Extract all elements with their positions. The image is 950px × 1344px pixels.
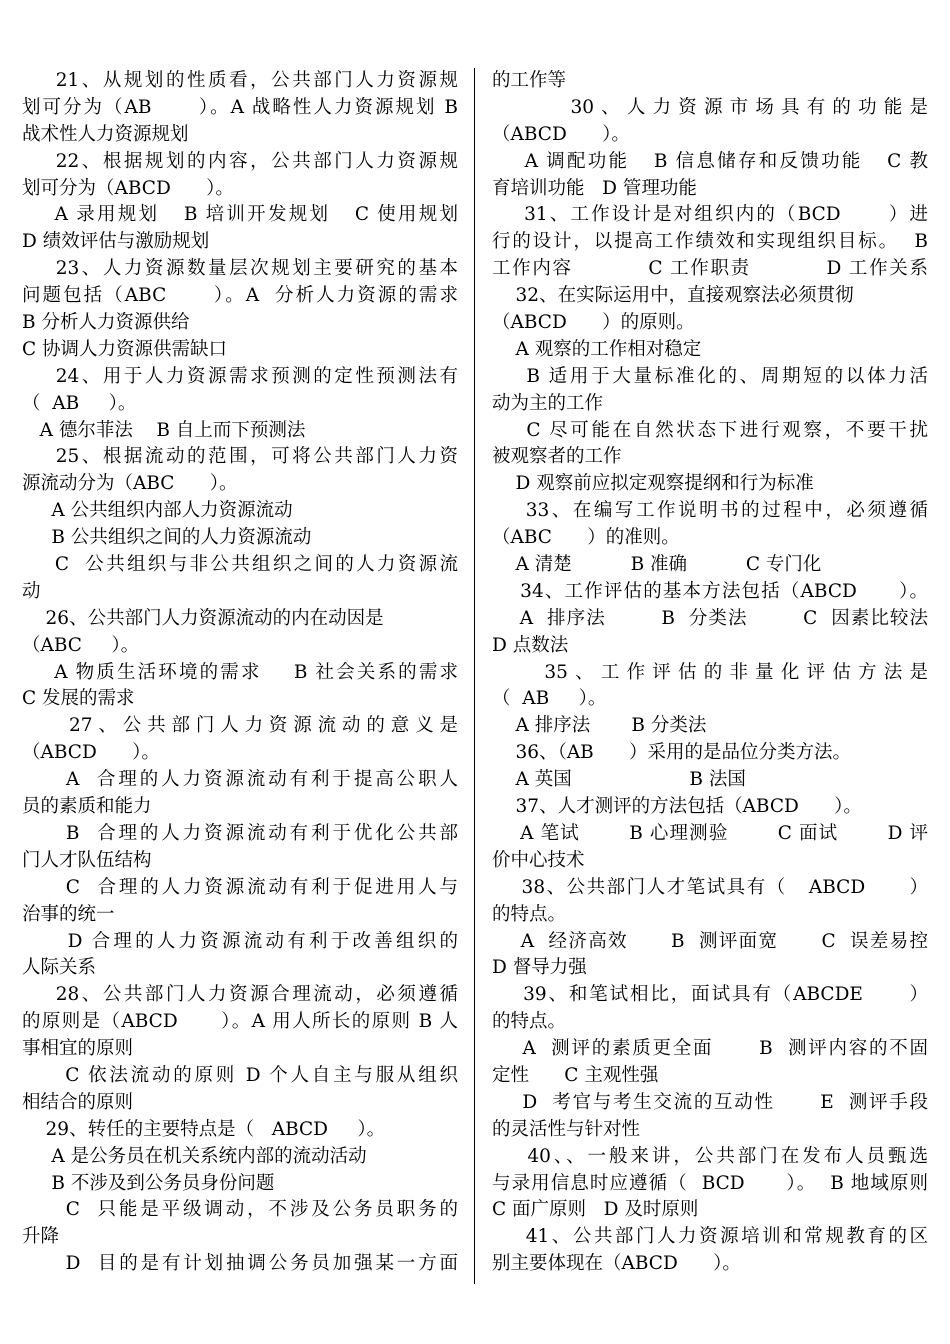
text-line: 育培训功能 D 管理功能 xyxy=(492,177,697,199)
text-line: A 排序法 B 分类法 C 因素比较法 xyxy=(492,607,928,629)
text-line: C 依法流动的原则 D 个人自主与服从组织 xyxy=(22,1064,458,1086)
text-line: B 合理的人力资源流动有利于优化公共部 xyxy=(22,822,458,844)
text-line: 升降 xyxy=(22,1226,60,1248)
text-line: 27、公共部门人力资源流动的意义是 xyxy=(22,715,458,737)
text-line: 36、（AB ）采用的是品位分类方法。 xyxy=(492,742,852,764)
text-line: 的特点。 xyxy=(492,1011,567,1033)
text-line: 25、根据流动的范围，可将公共部门人力资 xyxy=(22,446,458,468)
text-line: C 公共组织与非公共组织之间的人力资源流 xyxy=(22,554,458,576)
text-line: 26、公共部门人力资源流动的内在动因是 xyxy=(22,607,384,629)
text-line: C 发展的需求 xyxy=(22,688,135,710)
text-line: 价中心技术 xyxy=(492,849,585,871)
text-line: 37、人才测评的方法包括（ABCD ）。 xyxy=(492,796,862,818)
text-line: D 目的是有计划抽调公务员加强某一方面 xyxy=(22,1253,458,1275)
text-line: 战术性人力资源规划 xyxy=(22,123,189,145)
text-line: 的工作等 xyxy=(492,70,567,91)
text-line: 与录用信息时应遵循（ BCD ）。 B 地域原则 xyxy=(492,1172,928,1194)
text-line: 门人才队伍结构 xyxy=(22,849,152,871)
right-column xyxy=(492,68,928,1278)
text-line: 的原则是（ABCD ）。A 用人所长的原则 B 人 xyxy=(22,1011,458,1033)
text-line: D 督导力强 xyxy=(492,957,587,979)
text-line: 29、转任的主要特点是（ ABCD ）。 xyxy=(22,1118,386,1140)
text-line: A 英国 B 法国 xyxy=(492,769,746,791)
text-line: D 观察前应拟定观察提纲和行为标准 xyxy=(492,473,814,495)
text-line: A 测评的素质更全面 B 测评内容的不固 xyxy=(492,1038,928,1060)
text-line: （ABCD ）。 xyxy=(492,123,630,145)
text-line: D 考官与考生交流的互动性 E 测评手段 xyxy=(492,1091,928,1113)
text-line: 划可分为（AB ）。A 战略性人力资源规划 B xyxy=(22,96,458,118)
text-line: （ABC ）的准则。 xyxy=(492,527,680,549)
text-line: 30、人力资源市场具有的功能是 xyxy=(492,96,928,118)
text-line: （ABCD ）的原则。 xyxy=(492,312,695,334)
text-line: C 只能是平级调动，不涉及公务员职务的 xyxy=(22,1199,458,1221)
text-line: C 合理的人力资源流动有利于促进用人与 xyxy=(22,876,458,898)
text-line: 22、根据规划的内容，公共部门人力资源规 xyxy=(22,150,458,172)
text-line: B 不涉及到公务员身份问题 xyxy=(22,1172,275,1194)
text-line: A 公共组织内部人力资源流动 xyxy=(22,500,293,522)
text-line: A 录用规划 B 培训开发规划 C 使用规划 xyxy=(22,204,458,226)
text-line: B 公共组织之间的人力资源流动 xyxy=(22,527,312,549)
text-line: B 分析人力资源供给 xyxy=(22,312,190,334)
text-line: 事相宜的原则 xyxy=(22,1038,134,1060)
text-line: A 调配功能 B 信息储存和反馈功能 C 教 xyxy=(492,150,928,172)
text-line: （ AB ）。 xyxy=(492,688,607,710)
text-line: 工作内容 C 工作职责 D 工作关系 xyxy=(492,258,928,280)
text-line: A 合理的人力资源流动有利于提高公职人 xyxy=(22,769,458,791)
text-line: D 合理的人力资源流动有利于改善组织的 xyxy=(22,930,458,952)
text-line: 问题包括（ABC ）。A 分析人力资源的需求 xyxy=(22,285,458,307)
text-line: 39、和笔试相比，面试具有（ABCDE ） xyxy=(492,984,928,1006)
text-line: C 尽可能在自然状态下进行观察，不要干扰 xyxy=(492,419,928,441)
left-column xyxy=(22,68,458,1278)
text-line: 的灵活性与针对性 xyxy=(492,1118,641,1140)
text-line: 38、公共部门人才笔试具有（ ABCD ） xyxy=(492,876,928,898)
text-line: （ABC ）。 xyxy=(22,634,140,656)
text-line: 34、工作评估的基本方法包括（ABCD ）。 xyxy=(492,580,928,602)
text-line: 32、在实际运用中，直接观察法必须贯彻 xyxy=(492,285,854,307)
text-line: 24、用于人力资源需求预测的定性预测法有 xyxy=(22,365,458,387)
text-line: 人际关系 xyxy=(22,957,97,979)
text-line: A 观察的工作相对稳定 xyxy=(492,338,702,360)
text-line: D 绩效评估与激励规划 xyxy=(22,231,210,253)
text-line: 被观察者的工作 xyxy=(492,446,622,468)
text-line: 23、人力资源数量层次规划主要研究的基本 xyxy=(22,258,458,280)
text-line: D 点数法 xyxy=(492,634,569,656)
text-line: 31、工作设计是对组织内的（BCD ）进 xyxy=(492,204,928,226)
text-line: （ABCD ）。 xyxy=(22,742,160,764)
text-line: 动 xyxy=(22,580,41,602)
text-line: 33、在编写工作说明书的过程中，必须遵循 xyxy=(492,500,928,522)
text-line: 21、从规划的性质看，公共部门人力资源规 xyxy=(22,70,458,91)
text-line: A 是公务员在机关系统内部的流动活动 xyxy=(22,1145,367,1167)
text-line: C 面广原则 D 及时原则 xyxy=(492,1199,699,1221)
text-line: 28、公共部门人力资源合理流动，必须遵循 xyxy=(22,984,458,1006)
text-line: 别主要体现在（ABCD ）。 xyxy=(492,1253,741,1275)
text-line: A 清楚 B 准确 C 专门化 xyxy=(492,554,822,576)
text-line: A 物质生活环境的需求 B 社会关系的需求 xyxy=(22,661,458,683)
column-divider xyxy=(474,68,475,1284)
text-line: A 排序法 B 分类法 xyxy=(492,715,707,737)
text-line: 的特点。 xyxy=(492,903,567,925)
text-line: 动为主的工作 xyxy=(492,392,604,414)
text-line: 员的素质和能力 xyxy=(22,796,152,818)
text-line: 源流动分为（ABC ）。 xyxy=(22,473,238,495)
text-line: 治事的统一 xyxy=(22,903,115,925)
text-line: 相结合的原则 xyxy=(22,1091,134,1113)
text-line: A 笔试 B 心理测验 C 面试 D 评 xyxy=(492,822,928,844)
text-line: 行的设计，以提高工作绩效和实现组织目标。 B xyxy=(492,231,928,253)
text-line: （ AB ）。 xyxy=(22,392,137,414)
text-line: A 德尔菲法 B 自上而下预测法 xyxy=(22,419,306,441)
text-line: 划可分为（ABCD ）。 xyxy=(22,177,234,199)
text-line: 40、、一般来讲，公共部门在发布人员甄选 xyxy=(492,1145,928,1167)
text-line: 41、公共部门人力资源培训和常规教育的区 xyxy=(492,1226,928,1248)
text-line: 定性 C 主观性强 xyxy=(492,1064,659,1086)
text-line: A 经济高效 B 测评面宽 C 误差易控 xyxy=(492,930,928,952)
text-line: B 适用于大量标准化的、周期短的以体力活 xyxy=(492,365,928,387)
text-line: C 协调人力资源供需缺口 xyxy=(22,338,228,360)
text-line: 35、工作评估的非量化评估方法是 xyxy=(492,661,928,683)
